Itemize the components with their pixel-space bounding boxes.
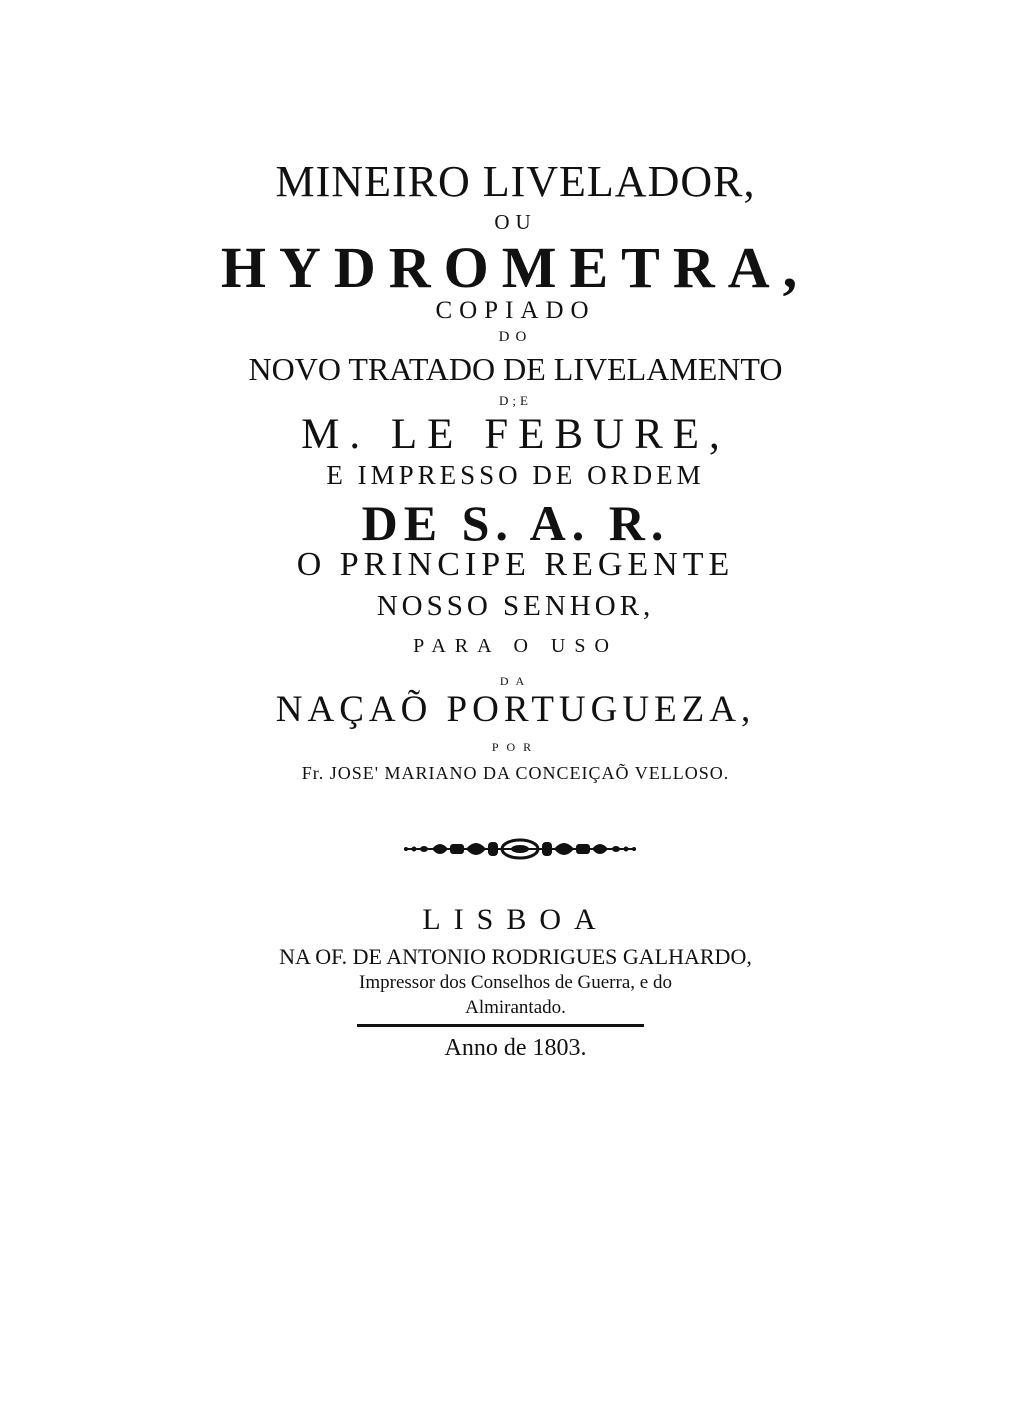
imprint-year: Anno de 1803. [444,1035,587,1061]
title-line-2: HYDROMETRA, [220,235,811,300]
sar-text: DE S. A. R. [361,495,670,551]
translator-name: Fr. JOSE' MARIANO DA CONCEIÇAÕ VELLOSO. [301,763,730,783]
do-text: DO [498,329,533,345]
title-line-1: MINEIRO LIVELADOR, [275,157,756,206]
conjunction-ou: OU [494,210,537,234]
copiado-text: COPIADO [435,297,596,324]
nosso-senhor: NOSSO SENHOR, [376,590,655,622]
printer-role-line-2: Almirantado. [465,997,566,1018]
de-text: D;E [499,393,532,408]
da-text: DA [499,674,532,688]
printers-ornament [400,834,640,864]
por-text: POR [491,740,540,754]
imprint-city: LISBOA [422,903,609,936]
printer-role-line-1: Impressor dos Conselhos de Guerra, e do [359,972,672,993]
principe-regente: O PRINCIPE REGENTE [296,546,735,583]
para-o-uso: PARA O USO [413,635,618,657]
imprint-press: NA OF. DE ANTONIO RODRIGUES GALHARDO, [279,944,752,969]
horizontal-rule [357,1024,644,1027]
nacao-portugueza: NAÇAÕ PORTUGUEZA, [275,689,756,730]
source-work-title: NOVO TRATADO DE LIVELAMENTO [248,351,783,387]
printed-by-order: E IMPRESSO DE ORDEM [326,460,705,490]
author-name: M. LE FEBURE, [301,411,730,458]
